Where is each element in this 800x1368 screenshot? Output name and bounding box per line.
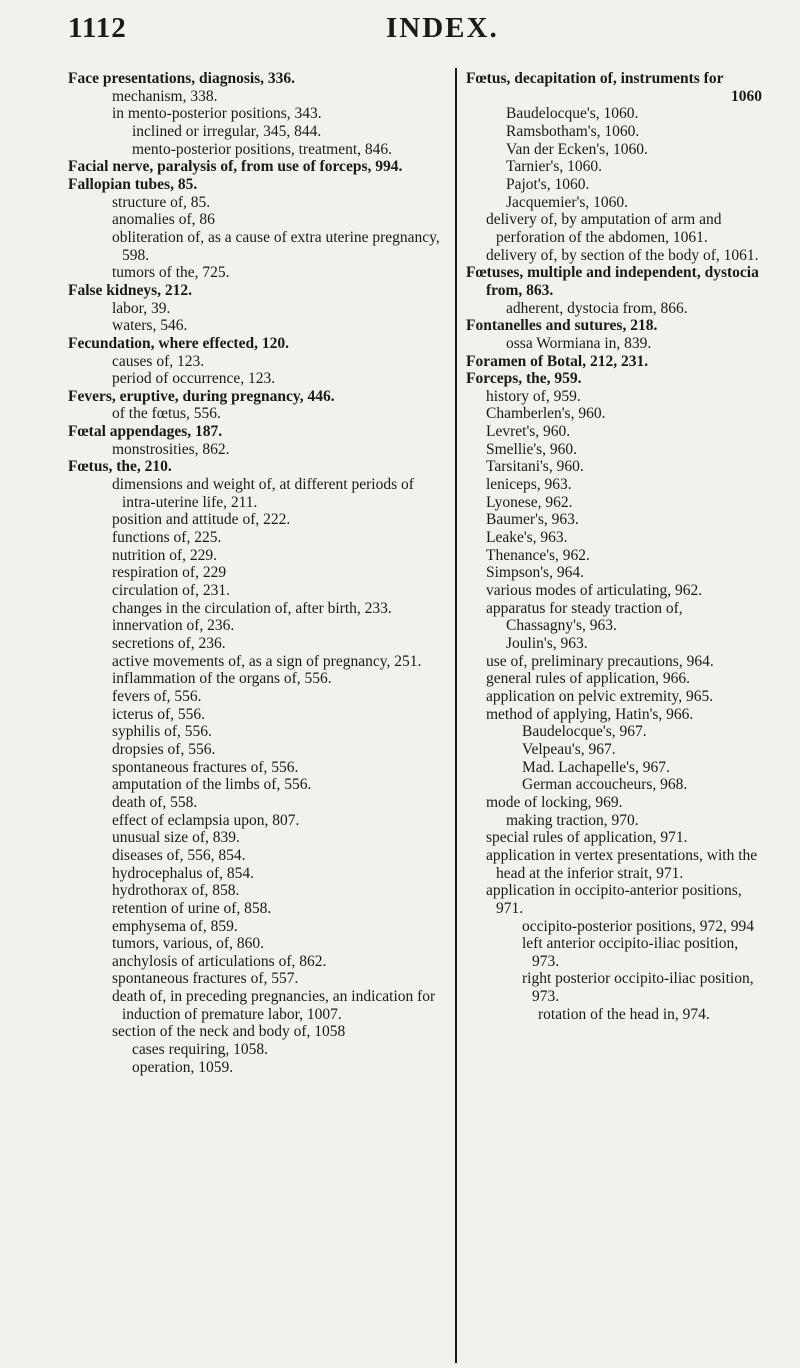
index-sub-entry: Thenance's, 962. — [486, 546, 590, 564]
index-heading-entry: Fontanelles and sutures, 218. — [466, 317, 658, 335]
index-sub-entry: causes of, 123. — [112, 352, 205, 370]
index-sub-entry: dropsies of, 556. — [112, 740, 216, 758]
index-sub-entry: fevers of, 556. — [112, 687, 202, 705]
index-sub-entry: operation, 1059. — [132, 1058, 234, 1076]
index-sub-entry: Velpeau's, 967. — [522, 740, 616, 758]
index-sub-entry: hydrocephalus of, 854. — [112, 864, 255, 882]
index-sub-entry: respiration of, 229 — [112, 564, 227, 582]
page-number: 1112 — [68, 12, 127, 44]
index-sub-entry: 1060 — [731, 87, 762, 105]
index-sub-entry: Tarnier's, 1060. — [506, 158, 602, 176]
index-sub-entry: mento-posterior positions, treatment, 846. — [132, 140, 393, 158]
index-sub-entry: spontaneous fractures of, 556. — [112, 758, 299, 776]
index-sub-entry: general rules of application, 966. — [486, 670, 691, 688]
index-sub-entry: death of, in preceding pregnancies, an indication for induction of premature labor, 1007. — [112, 988, 436, 1023]
index-sub-entry: labor, 39. — [112, 299, 171, 317]
index-sub-entry: retention of urine of, 858. — [112, 899, 272, 917]
index-sub-entry: amputation of the limbs of, 556. — [112, 776, 312, 794]
index-sub-entry: section of the neck and body of, 1058 — [112, 1023, 346, 1041]
index-sub-entry: various modes of articulating, 962. — [486, 582, 703, 600]
index-sub-entry: Baumer's, 963. — [486, 511, 579, 529]
index-sub-entry: hydrothorax of, 858. — [112, 882, 240, 900]
index-sub-entry: cases requiring, 1058. — [132, 1041, 269, 1059]
index-sub-entry: special rules of application, 971. — [486, 829, 688, 847]
index-sub-entry: Simpson's, 964. — [486, 564, 584, 582]
index-sub-entry: Van der Ecken's, 1060. — [506, 140, 648, 158]
index-heading-entry: Fecundation, where effected, 120. — [68, 334, 289, 352]
index-sub-entry: mode of locking, 969. — [486, 793, 623, 811]
running-head: INDEX. — [386, 12, 499, 44]
index-sub-entry: of the fœtus, 556. — [112, 405, 221, 423]
index-sub-entry: position and attitude of, 222. — [112, 511, 291, 529]
index-sub-entry: Mad. Lachapelle's, 967. — [522, 758, 670, 776]
index-sub-entry: monstrosities, 862. — [112, 440, 230, 458]
index-sub-entry: Joulin's, 963. — [506, 635, 588, 652]
index-sub-entry: Tarsitani's, 960. — [486, 458, 584, 476]
index-sub-entry: German accoucheurs, 968. — [522, 776, 688, 794]
index-sub-entry: syphilis of, 556. — [112, 723, 212, 741]
index-sub-entry: leniceps, 963. — [486, 476, 572, 494]
index-column-right — [466, 70, 766, 1023]
index-sub-entry: delivery of, by amputation of arm and perforation of the abdomen, 1061. — [486, 211, 722, 246]
index-sub-entry: structure of, 85. — [112, 193, 211, 211]
index-sub-entry: application in occipito-anterior positions, 971. — [486, 882, 742, 917]
index-sub-entry: Ramsbotham's, 1060. — [506, 122, 640, 140]
index-sub-entry: rotation of the head in, 974. — [538, 1005, 710, 1023]
index-sub-entry: effect of eclampsia upon, 807. — [112, 811, 300, 829]
index-heading-entry: Fœtus, decapitation of, instruments for — [466, 70, 724, 87]
index-heading-entry: Foramen of Botal, 212, 231. — [466, 352, 649, 370]
index-sub-entry: occipito-posterior positions, 972, 994 — [522, 917, 755, 935]
index-sub-entry: waters, 546. — [112, 317, 188, 335]
index-sub-entry: in mento-posterior positions, 343. — [112, 105, 322, 123]
index-sub-entry: application on pelvic extremity, 965. — [486, 687, 714, 705]
index-sub-entry: nutrition of, 229. — [112, 546, 218, 564]
index-sub-entry: death of, 558. — [112, 793, 198, 811]
index-sub-entry: making traction, 970. — [506, 811, 639, 829]
index-sub-entry: method of applying, Hatin's, 966. — [486, 705, 694, 723]
index-sub-entry: delivery of, by section of the body of, 1061. — [486, 246, 759, 264]
index-sub-entry: tumors, various, of, 860. — [112, 935, 264, 953]
index-sub-entry: Baudelocque's, 1060. — [506, 105, 639, 123]
index-sub-entry: period of occurrence, 123. — [112, 370, 276, 388]
index-sub-entry: mechanism, 338. — [112, 87, 218, 105]
index-sub-entry: anchylosis of articulations of, 862. — [112, 952, 327, 970]
index-column-left — [68, 70, 448, 1076]
index-heading-entry: Fallopian tubes, 85. — [68, 175, 198, 193]
index-sub-entry: dimensions and weight of, at different periods of intra-uterine life, 211. — [112, 476, 414, 511]
index-sub-entry: obliteration of, as a cause of extra uterine pregnancy, 598. — [112, 228, 440, 264]
index-sub-entry: left anterior occipito-iliac position, 973. — [522, 935, 739, 970]
index-heading-entry: False kidneys, 212. — [68, 281, 193, 299]
index-sub-entry: Baudelocque's, 967. — [522, 723, 647, 741]
index-sub-entry: changes in the circulation of, after birth, 233. — [112, 599, 392, 617]
index-sub-entry: Chassagny's, 963. — [506, 617, 617, 635]
index-heading-entry: Face presentations, diagnosis, 336. — [68, 70, 296, 87]
index-sub-entry: inclined or irregular, 345, 844. — [132, 122, 322, 140]
index-heading-entry: Forceps, the, 959. — [466, 370, 582, 388]
index-sub-entry: Smellie's, 960. — [486, 440, 578, 458]
index-sub-entry: functions of, 225. — [112, 529, 222, 547]
index-sub-entry: anomalies of, 86 — [112, 211, 215, 229]
index-sub-entry: Jacquemier's, 1060. — [506, 193, 629, 211]
index-sub-entry: Leake's, 963. — [486, 529, 568, 547]
index-sub-entry: spontaneous fractures of, 557. — [112, 970, 299, 988]
index-heading-entry: Fœtuses, multiple and independent, dystocia from, 863. — [466, 264, 759, 299]
index-heading-entry: Fœtus, the, 210. — [68, 458, 172, 476]
index-sub-entry: apparatus for steady traction of, — [486, 599, 683, 617]
index-heading-entry: Fœtal appendages, 187. — [68, 423, 223, 441]
index-sub-entry: Levret's, 960. — [486, 423, 571, 441]
index-sub-entry: icterus of, 556. — [112, 705, 205, 723]
index-sub-entry: Pajot's, 1060. — [506, 175, 590, 193]
index-sub-entry: emphysema of, 859. — [112, 917, 238, 935]
index-sub-entry: Lyonese, 962. — [486, 493, 573, 511]
index-sub-entry: circulation of, 231. — [112, 582, 230, 600]
index-sub-entry: use of, preliminary precautions, 964. — [486, 652, 714, 670]
index-sub-entry: application in vertex presentations, with the head at the inferior strait, 971. — [486, 846, 758, 882]
index-sub-entry: inflammation of the organs of, 556. — [112, 670, 332, 688]
index-sub-entry: innervation of, 236. — [112, 617, 235, 635]
index-sub-entry: tumors of the, 725. — [112, 264, 230, 282]
index-sub-entry: history of, 959. — [486, 387, 581, 405]
index-sub-entry: unusual size of, 839. — [112, 829, 240, 847]
index-sub-entry: right posterior occipito-iliac position, 973. — [522, 970, 754, 1006]
index-sub-entry: diseases of, 556, 854. — [112, 846, 246, 864]
index-sub-entry: Chamberlen's, 960. — [486, 405, 606, 423]
index-heading-entry: Facial nerve, paralysis of, from use of forceps, 994. — [68, 158, 403, 176]
page-header — [68, 10, 730, 50]
index-sub-entry: active movements of, as a sign of pregnancy, 251. — [112, 652, 422, 670]
index-heading-entry: Fevers, eruptive, during pregnancy, 446. — [68, 387, 335, 405]
index-sub-entry: adherent, dystocia from, 866. — [506, 299, 688, 317]
column-divider — [455, 68, 457, 1363]
index-sub-entry: secretions of, 236. — [112, 635, 226, 652]
index-sub-entry: ossa Wormiana in, 839. — [506, 334, 652, 352]
